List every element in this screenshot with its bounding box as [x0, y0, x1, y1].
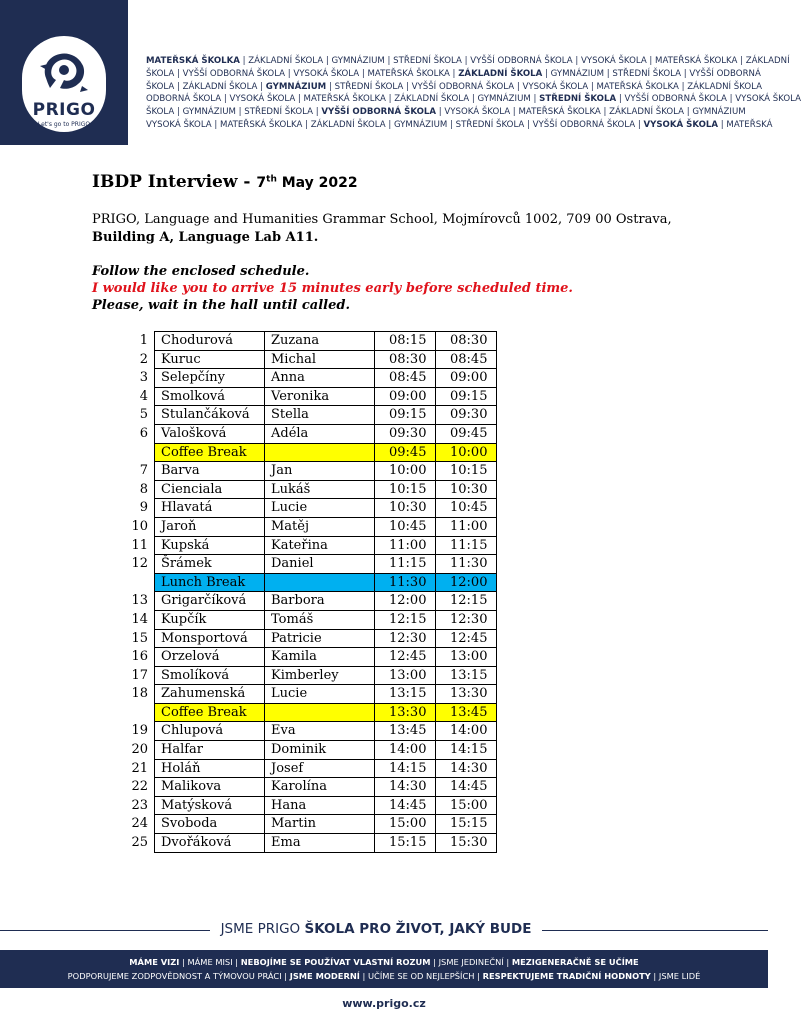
school-type-text: ŠKOLA | VYŠŠÍ ODBORNÁ ŠKOLA | VYSOKÁ ŠKOLA | MATEŘSKÁ ŠKOLKA |: [146, 68, 459, 79]
end-time-cell: 11:15: [436, 536, 497, 555]
first-name-cell: Kimberley: [265, 666, 375, 685]
end-time-cell: 15:15: [436, 815, 497, 834]
value-text: | MÁME MISI |: [179, 957, 241, 967]
start-time-cell: 09:45: [375, 443, 436, 462]
end-time-cell: 13:00: [436, 648, 497, 667]
value-text: | UČÍME SE OD NEJLEPŠÍCH |: [359, 971, 483, 981]
school-type-text: VYŠŠÍ ODBORNÁ ŠKOLA: [321, 107, 437, 118]
start-time-cell: 12:30: [375, 629, 436, 648]
start-time-cell: 08:45: [375, 369, 436, 388]
start-time-cell: 14:15: [375, 759, 436, 778]
table-row: [128, 815, 497, 834]
start-time-cell: 11:30: [375, 573, 436, 592]
start-time-cell: 14:45: [375, 796, 436, 815]
last-name-cell: Barva: [155, 462, 265, 481]
row-number: 1: [139, 333, 148, 348]
first-name-cell: Michal: [265, 350, 375, 369]
row-number: 5: [139, 407, 148, 423]
row-number: 21: [131, 760, 148, 776]
first-name-cell: Anna: [265, 369, 375, 388]
end-time-cell: 14:45: [436, 778, 497, 797]
row-number: 19: [131, 723, 148, 739]
first-name-cell: [265, 443, 375, 462]
values-line: [0, 955, 768, 969]
end-time-cell: 09:00: [436, 369, 497, 388]
page-title: [92, 172, 358, 192]
start-time-cell: 14:00: [375, 741, 436, 760]
start-time-cell: 12:15: [375, 610, 436, 629]
table-row: [128, 480, 497, 499]
value-text: | JSME LIDÉ: [650, 971, 701, 981]
end-time-cell: 14:15: [436, 741, 497, 760]
first-name-cell: Kamila: [265, 648, 375, 667]
interview-schedule-table: [128, 331, 497, 853]
table-row: [128, 387, 497, 406]
row-number: [128, 703, 155, 722]
start-time-cell: 12:00: [375, 592, 436, 611]
row-number: 16: [131, 649, 148, 665]
start-time-cell: 10:30: [375, 499, 436, 518]
row-number: 3: [139, 370, 148, 386]
last-name-cell: Matýsková: [155, 796, 265, 815]
first-name-cell: Eva: [265, 722, 375, 741]
start-time-cell: 13:00: [375, 666, 436, 685]
last-name-cell: Kuruc: [155, 350, 265, 369]
last-name-cell: Šrámek: [155, 555, 265, 574]
end-time-cell: 11:30: [436, 555, 497, 574]
start-time-cell: 15:15: [375, 834, 436, 853]
table-row: [128, 834, 497, 853]
first-name-cell: [265, 573, 375, 592]
last-name-cell: Smolíková: [155, 666, 265, 685]
table-row: [128, 555, 497, 574]
end-time-cell: 14:30: [436, 759, 497, 778]
start-time-cell: 13:30: [375, 703, 436, 722]
first-name-cell: Stella: [265, 406, 375, 425]
table-row: [128, 350, 497, 369]
coffee-break-row: [128, 443, 497, 462]
lunch-break-row: [128, 573, 497, 592]
table-row: [128, 462, 497, 481]
table-row: [128, 759, 497, 778]
end-time-cell: 10:30: [436, 480, 497, 499]
divider: [542, 930, 768, 931]
start-time-cell: 13:45: [375, 722, 436, 741]
title-date: 7th May 2022: [256, 174, 358, 191]
first-name-cell: Jan: [265, 462, 375, 481]
end-time-cell: 10:45: [436, 499, 497, 518]
prigo-logo-icon: [38, 48, 90, 94]
start-time-cell: 11:00: [375, 536, 436, 555]
value-text: MÁME VIZI: [129, 957, 180, 967]
first-name-cell: Patricie: [265, 629, 375, 648]
coffee-break-row: [128, 703, 497, 722]
school-type-text: VYSOKÁ ŠKOLA | MATEŘSKÁ ŠKOLKA | ZÁKLADNÍ ŠKOLA | GYMNÁZIUM | STŘEDNÍ ŠKOLA | VYŠŠÍ ODBORNÁ ŠKOLA |: [146, 119, 644, 130]
table-row: [128, 536, 497, 555]
table-row: [128, 629, 497, 648]
table-row: [128, 741, 497, 760]
end-time-cell: 15:30: [436, 834, 497, 853]
end-time-cell: 08:45: [436, 350, 497, 369]
last-name-cell: Jaroň: [155, 517, 265, 536]
last-name-cell: Svoboda: [155, 815, 265, 834]
row-number: [128, 573, 155, 592]
first-name-cell: Barbora: [265, 592, 375, 611]
logo-tagline: Let's go to PRIGO: [37, 121, 91, 128]
break-label: Lunch Break: [155, 573, 265, 592]
first-name-cell: Josef: [265, 759, 375, 778]
end-time-cell: 12:45: [436, 629, 497, 648]
end-time-cell: 11:00: [436, 517, 497, 536]
school-type-text: | ZÁKLADNÍ ŠKOLA | GYMNÁZIUM | STŘEDNÍ ŠKOLA | VYŠŠÍ ODBORNÁ ŠKOLA | VYSOKÁ ŠKOLA | MATEŘSKÁ ŠKOLKA | ZÁKLADNÍ: [239, 56, 790, 66]
first-name-cell: Lucie: [265, 499, 375, 518]
school-type-text: STŘEDNÍ ŠKOLA: [539, 94, 617, 105]
first-name-cell: Kateřina: [265, 536, 375, 555]
table-row: [128, 369, 497, 388]
instruction-wait: Please, wait in the hall until called.: [92, 298, 350, 313]
row-number: 6: [139, 425, 148, 441]
last-name-cell: Chlupová: [155, 722, 265, 741]
first-name-cell: Veronika: [265, 387, 375, 406]
address-block: [92, 211, 672, 247]
slogan-text: JSME PRIGO ŠKOLA PRO ŽIVOT, JAKÝ BUDE: [220, 921, 532, 937]
first-name-cell: Matěj: [265, 517, 375, 536]
row-number: 13: [131, 593, 148, 609]
values-line: [0, 969, 768, 983]
value-text: NEBOJÍME SE POUŽÍVAT VLASTNÍ ROZUM: [240, 957, 431, 967]
end-time-cell: 10:00: [436, 443, 497, 462]
school-type-text: | GYMNÁZIUM | STŘEDNÍ ŠKOLA | VYŠŠÍ ODBORNÁ: [542, 68, 761, 79]
start-time-cell: 08:15: [375, 332, 436, 351]
row-number: 22: [131, 779, 148, 795]
school-types-line: [146, 106, 768, 119]
school-type-text: | MATEŘSKÁ: [718, 119, 773, 130]
last-name-cell: Grigarčíková: [155, 592, 265, 611]
row-number: 25: [131, 835, 148, 851]
last-name-cell: Hlavatá: [155, 499, 265, 518]
last-name-cell: Cienciala: [155, 480, 265, 499]
table-row: [128, 332, 497, 351]
end-time-cell: 13:15: [436, 666, 497, 685]
start-time-cell: 15:00: [375, 815, 436, 834]
row-number: 4: [139, 388, 148, 404]
table-row: [128, 666, 497, 685]
last-name-cell: Halfar: [155, 741, 265, 760]
row-number: 24: [131, 816, 148, 832]
row-number: 8: [139, 481, 148, 497]
end-time-cell: 09:15: [436, 387, 497, 406]
title-text: IBDP Interview -: [92, 172, 257, 192]
end-time-cell: 14:00: [436, 722, 497, 741]
table-row: [128, 592, 497, 611]
break-label: Coffee Break: [155, 703, 265, 722]
first-name-cell: Adéla: [265, 424, 375, 443]
end-time-cell: 12:30: [436, 610, 497, 629]
first-name-cell: Zuzana: [265, 332, 375, 351]
table-row: [128, 648, 497, 667]
last-name-cell: Kupčík: [155, 610, 265, 629]
logo-wordmark: PRIGO: [32, 100, 96, 120]
row-number: 12: [131, 556, 148, 572]
first-name-cell: [265, 703, 375, 722]
address-line: PRIGO, Language and Humanities Grammar School, Mojmírovců 1002, 709 00 Ostrava,: [92, 212, 672, 227]
last-name-cell: Zahumenská: [155, 685, 265, 704]
school-types-banner: [146, 55, 801, 132]
last-name-cell: Selepčíny: [155, 369, 265, 388]
row-number: 9: [139, 500, 148, 516]
instruction-schedule: Follow the enclosed schedule.: [92, 264, 310, 279]
row-number: 11: [131, 537, 148, 553]
last-name-cell: Monsportová: [155, 629, 265, 648]
last-name-cell: Dvořáková: [155, 834, 265, 853]
start-time-cell: 09:30: [375, 424, 436, 443]
table-row: [128, 796, 497, 815]
school-type-text: | STŘEDNÍ ŠKOLA | VYŠŠÍ ODBORNÁ ŠKOLA | VYSOKÁ ŠKOLA | MATEŘSKÁ ŠKOLKA | ZÁKLADNÍ ŠKOLA: [326, 81, 763, 92]
start-time-cell: 12:45: [375, 648, 436, 667]
school-types-line: [146, 81, 768, 94]
school-type-text: | VYŠŠÍ ODBORNÁ ŠKOLA | VYSOKÁ ŠKOLA: [616, 94, 801, 105]
first-name-cell: Lukáš: [265, 480, 375, 499]
end-time-cell: 10:15: [436, 462, 497, 481]
location-line: Building A, Language Lab A11.: [92, 230, 319, 245]
value-text: RESPEKTUJEME TRADIČNÍ HODNOTY: [482, 971, 651, 981]
end-time-cell: 09:45: [436, 424, 497, 443]
first-name-cell: Hana: [265, 796, 375, 815]
first-name-cell: Karolína: [265, 778, 375, 797]
school-types-line: [146, 93, 801, 106]
table-row: [128, 499, 497, 518]
last-name-cell: Malikova: [155, 778, 265, 797]
table-row: [128, 722, 497, 741]
school-type-text: ŠKOLA | GYMNÁZIUM | STŘEDNÍ ŠKOLA |: [146, 107, 322, 118]
school-type-text: VYSOKÁ ŠKOLA: [643, 119, 719, 130]
school-types-line: [146, 55, 790, 68]
row-number: [128, 443, 155, 462]
start-time-cell: 10:15: [375, 480, 436, 499]
end-time-cell: 13:30: [436, 685, 497, 704]
value-text: JSME MODERNÍ: [289, 971, 360, 981]
instructions-block: [92, 263, 573, 314]
table-row: [128, 406, 497, 425]
value-text: | JSME JEDINEČNÍ |: [430, 957, 512, 967]
row-number: 7: [139, 463, 148, 479]
instruction-arrive-early: I would like you to arrive 15 minutes early before scheduled time.: [92, 281, 573, 296]
school-types-line: [146, 119, 773, 132]
table-row: [128, 685, 497, 704]
first-name-cell: Martin: [265, 815, 375, 834]
last-name-cell: Smolková: [155, 387, 265, 406]
start-time-cell: 09:15: [375, 406, 436, 425]
logo-band: [0, 0, 128, 145]
first-name-cell: Daniel: [265, 555, 375, 574]
row-number: 2: [139, 351, 148, 367]
school-type-text: ŠKOLA | ZÁKLADNÍ ŠKOLA |: [146, 81, 266, 92]
start-time-cell: 10:00: [375, 462, 436, 481]
first-name-cell: Ema: [265, 834, 375, 853]
start-time-cell: 09:00: [375, 387, 436, 406]
last-name-cell: Valošková: [155, 424, 265, 443]
row-number: 20: [131, 742, 148, 758]
table-row: [128, 424, 497, 443]
value-text: PODPORUJEME ZODPOVĚDNOST A TÝMOVOU PRÁCI |: [67, 971, 290, 981]
footer-values-band: [0, 950, 768, 988]
value-text: MEZIGENERAČNĚ SE UČÍME: [511, 957, 639, 967]
start-time-cell: 10:45: [375, 517, 436, 536]
last-name-cell: Chodurová: [155, 332, 265, 351]
last-name-cell: Holáň: [155, 759, 265, 778]
row-number: 15: [131, 630, 148, 646]
end-time-cell: 15:00: [436, 796, 497, 815]
end-time-cell: 08:30: [436, 332, 497, 351]
website-url: www.prigo.cz: [342, 997, 426, 1010]
last-name-cell: Orzelová: [155, 648, 265, 667]
end-time-cell: 13:45: [436, 703, 497, 722]
school-type-text: ODBORNÁ ŠKOLA | VYSOKÁ ŠKOLA | MATEŘSKÁ ŠKOLKA | ZÁKLADNÍ ŠKOLA | GYMNÁZIUM |: [146, 94, 540, 105]
last-name-cell: Kupská: [155, 536, 265, 555]
footer-slogan: [0, 917, 768, 945]
row-number: 18: [131, 686, 148, 702]
table-row: [128, 517, 497, 536]
row-number: 23: [131, 797, 148, 813]
start-time-cell: 08:30: [375, 350, 436, 369]
first-name-cell: Lucie: [265, 685, 375, 704]
last-name-cell: Stulančáková: [155, 406, 265, 425]
break-label: Coffee Break: [155, 443, 265, 462]
school-type-text: ZÁKLADNÍ ŠKOLA: [458, 68, 543, 79]
start-time-cell: 14:30: [375, 778, 436, 797]
row-number: 10: [131, 518, 148, 534]
start-time-cell: 11:15: [375, 555, 436, 574]
school-type-text: GYMNÁZIUM: [265, 81, 327, 92]
table-row: [128, 610, 497, 629]
school-types-line: [146, 68, 768, 81]
divider: [0, 930, 210, 931]
school-type-text: | VYSOKÁ ŠKOLA | MATEŘSKÁ ŠKOLKA | ZÁKLADNÍ ŠKOLA | GYMNÁZIUM: [436, 107, 746, 118]
row-number: 17: [131, 667, 148, 683]
first-name-cell: Tomáš: [265, 610, 375, 629]
table-row: [128, 778, 497, 797]
end-time-cell: 09:30: [436, 406, 497, 425]
first-name-cell: Dominik: [265, 741, 375, 760]
school-type-text: MATEŘSKÁ ŠKOLKA: [146, 56, 240, 66]
end-time-cell: 12:00: [436, 573, 497, 592]
start-time-cell: 13:15: [375, 685, 436, 704]
row-number: 14: [131, 611, 148, 627]
end-time-cell: 12:15: [436, 592, 497, 611]
